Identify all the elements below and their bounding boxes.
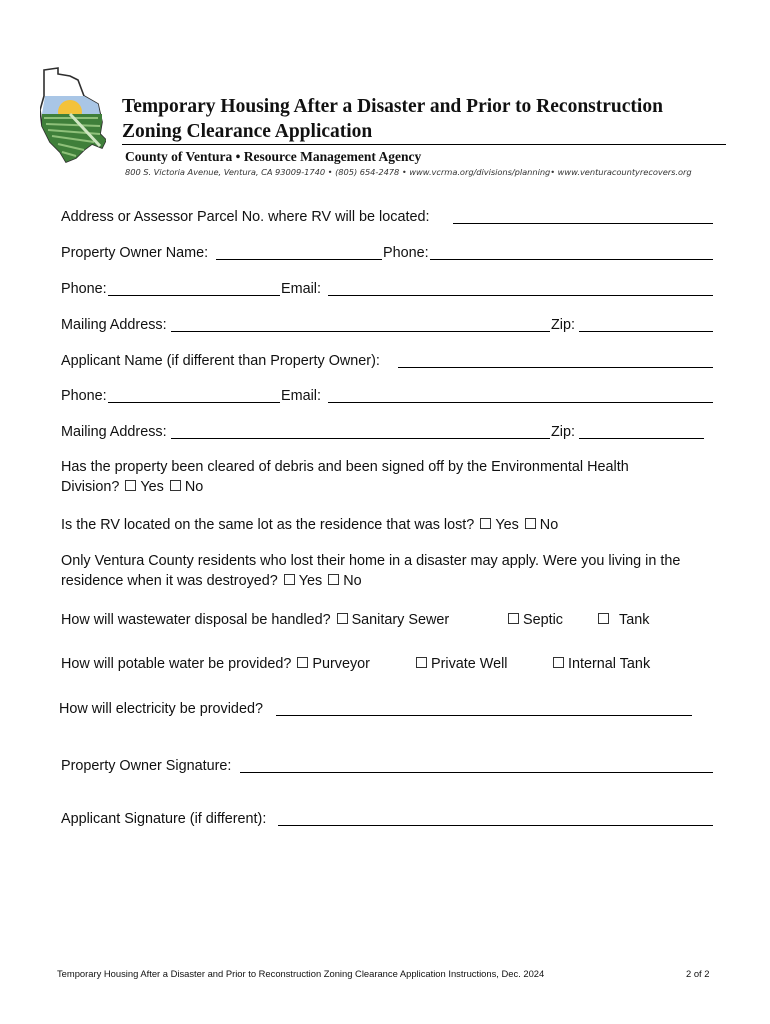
potable-question-text: How will potable water be provided? bbox=[61, 656, 292, 672]
private-well-checkbox[interactable] bbox=[416, 657, 427, 668]
applicant-email-label: Email: bbox=[281, 388, 321, 404]
same-lot-no-label: No bbox=[539, 517, 559, 533]
applicant-phone-input[interactable] bbox=[108, 402, 280, 403]
owner-contact-row bbox=[61, 280, 721, 298]
debris-question bbox=[61, 457, 629, 477]
owner-phone-label: Phone: bbox=[383, 245, 429, 261]
debris-no-checkbox[interactable] bbox=[170, 480, 181, 491]
purveyor-checkbox[interactable] bbox=[297, 657, 308, 668]
owner-phone2-label: Phone: bbox=[61, 281, 107, 297]
residents-question bbox=[61, 551, 680, 571]
internal-tank-option bbox=[551, 654, 650, 674]
septic-option bbox=[506, 610, 563, 630]
form-title-line1: Temporary Housing After a Disaster and Prior to Reconstruction bbox=[122, 96, 663, 117]
debris-question-answers bbox=[61, 477, 203, 497]
same-lot-no-checkbox[interactable] bbox=[525, 518, 536, 529]
applicant-contact-row bbox=[61, 387, 721, 405]
applicant-name-input[interactable] bbox=[398, 367, 713, 368]
owner-zip-input[interactable] bbox=[579, 331, 713, 332]
same-lot-yes-label: Yes bbox=[495, 517, 519, 533]
page-number: 2 of 2 bbox=[686, 968, 710, 979]
electricity-input[interactable] bbox=[276, 715, 692, 716]
applicant-signature-label: Applicant Signature (if different): bbox=[61, 811, 267, 827]
electricity-row bbox=[59, 700, 699, 718]
title-divider bbox=[122, 144, 726, 145]
applicant-mailing-input[interactable] bbox=[171, 438, 550, 439]
applicant-name-row bbox=[61, 352, 721, 370]
form-title-line2: Zoning Clearance Application bbox=[122, 121, 373, 142]
residents-question-line2: residence when it was destroyed? bbox=[61, 573, 278, 589]
septic-checkbox[interactable] bbox=[508, 613, 519, 624]
sanitary-sewer-label: Sanitary Sewer bbox=[351, 612, 450, 628]
septic-label: Septic bbox=[523, 612, 563, 628]
applicant-phone-label: Phone: bbox=[61, 388, 107, 404]
same-lot-question-text: Is the RV located on the same lot as the residence that was lost? bbox=[61, 517, 475, 533]
owner-signature-input[interactable] bbox=[240, 772, 713, 773]
same-lot-question bbox=[61, 515, 558, 535]
agency-name: County of Ventura • Resource Management Agency bbox=[125, 149, 422, 164]
residents-no-checkbox[interactable] bbox=[328, 574, 339, 585]
owner-signature-row bbox=[61, 757, 721, 775]
electricity-label: How will electricity be provided? bbox=[59, 701, 263, 717]
tank-label: Tank bbox=[619, 612, 650, 628]
sanitary-sewer-checkbox[interactable] bbox=[337, 613, 348, 624]
residents-no-label: No bbox=[343, 573, 362, 589]
county-logo-icon bbox=[40, 66, 106, 164]
wastewater-question bbox=[61, 610, 449, 630]
debris-question-line2: Division? bbox=[61, 479, 120, 495]
internal-tank-label: Internal Tank bbox=[568, 656, 651, 672]
applicant-signature-input[interactable] bbox=[278, 825, 713, 826]
purveyor-label: Purveyor bbox=[312, 656, 370, 672]
owner-name-label: Property Owner Name: bbox=[61, 245, 209, 261]
internal-tank-checkbox[interactable] bbox=[553, 657, 564, 668]
address-apn-label: Address or Assessor Parcel No. where RV will be located: bbox=[61, 209, 430, 225]
owner-email-input[interactable] bbox=[328, 295, 713, 296]
private-well-option bbox=[414, 654, 508, 674]
residents-yes-label: Yes bbox=[298, 573, 323, 589]
owner-mailing-input[interactable] bbox=[171, 331, 550, 332]
owner-phone2-input[interactable] bbox=[108, 295, 280, 296]
owner-zip-label: Zip: bbox=[551, 317, 575, 333]
owner-mailing-label: Mailing Address: bbox=[61, 317, 167, 333]
debris-no-label: No bbox=[184, 479, 204, 495]
applicant-email-input[interactable] bbox=[328, 402, 713, 403]
potable-question bbox=[61, 654, 370, 674]
applicant-zip-input[interactable] bbox=[579, 438, 704, 439]
residents-question-line1: Only Ventura County residents who lost their home in a disaster may apply. Were you living in the bbox=[61, 553, 681, 569]
tank-checkbox[interactable] bbox=[598, 613, 609, 624]
address-apn-row bbox=[61, 208, 721, 226]
applicant-zip-label: Zip: bbox=[551, 424, 575, 440]
agency-contact: 800 S. Victoria Avenue, Ventura, CA 93009-1740 • (805) 654-2478 • www.vcrma.org/divisions/planning• www.venturacountyrecovers.org bbox=[125, 167, 692, 177]
private-well-label: Private Well bbox=[431, 656, 508, 672]
residents-question-answers bbox=[61, 571, 362, 591]
owner-email-label: Email: bbox=[281, 281, 321, 297]
owner-signature-label: Property Owner Signature: bbox=[61, 758, 232, 774]
owner-name-input[interactable] bbox=[216, 259, 382, 260]
same-lot-yes-checkbox[interactable] bbox=[480, 518, 491, 529]
debris-yes-checkbox[interactable] bbox=[125, 480, 136, 491]
owner-mailing-row bbox=[61, 316, 721, 334]
wastewater-question-text: How will wastewater disposal be handled? bbox=[61, 612, 331, 628]
residents-yes-checkbox[interactable] bbox=[284, 574, 295, 585]
applicant-mailing-row bbox=[61, 423, 721, 441]
debris-yes-label: Yes bbox=[140, 479, 164, 495]
address-apn-input[interactable] bbox=[453, 223, 713, 224]
applicant-mailing-label: Mailing Address: bbox=[61, 424, 167, 440]
owner-name-row bbox=[61, 244, 721, 262]
footer-text: Temporary Housing After a Disaster and Prior to Reconstruction Zoning Clearance Application Instructions, Dec. 2024 bbox=[57, 968, 545, 979]
owner-phone-input[interactable] bbox=[430, 259, 713, 260]
applicant-signature-row bbox=[61, 810, 721, 828]
debris-question-line1: Has the property been cleared of debris and been signed off by the Environmental Health bbox=[61, 459, 629, 475]
tank-option bbox=[596, 610, 649, 630]
applicant-name-label: Applicant Name (if different than Property Owner): bbox=[61, 353, 380, 369]
